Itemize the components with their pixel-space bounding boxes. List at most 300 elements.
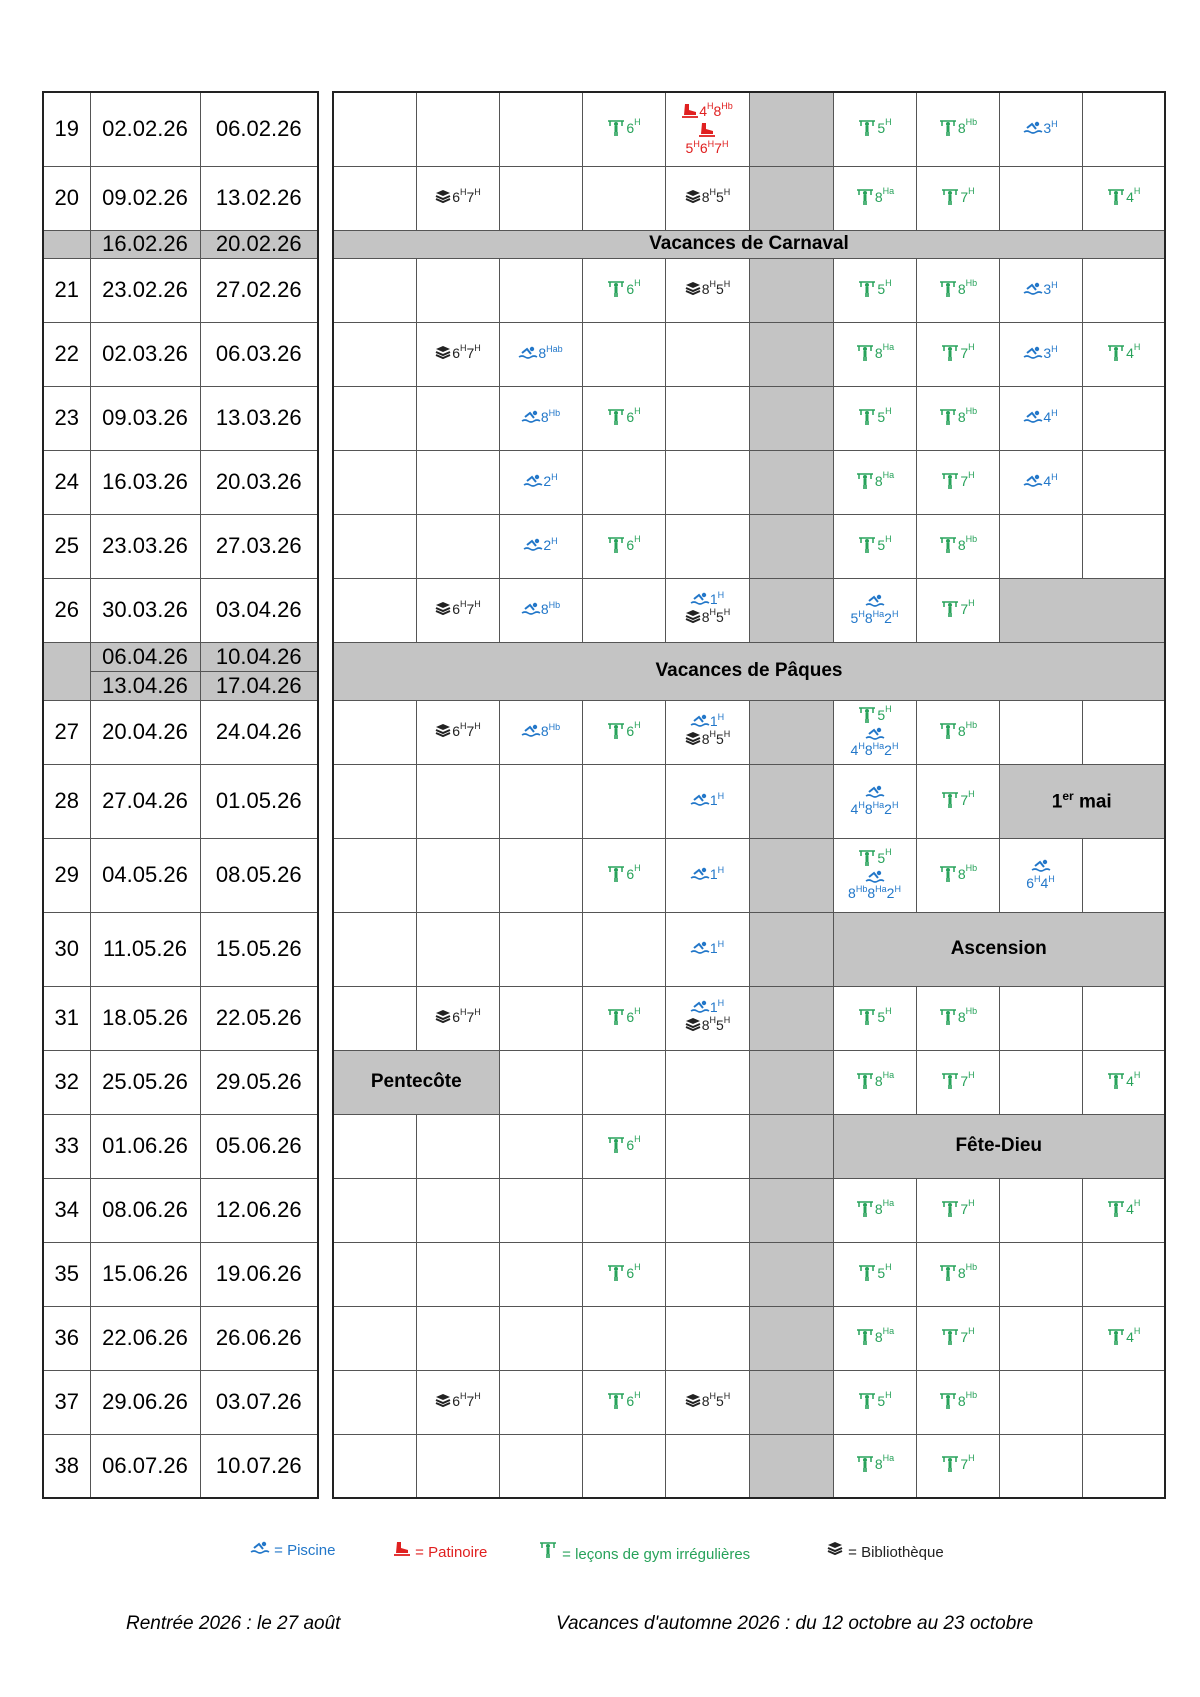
class-suffix: H (634, 277, 641, 288)
day-cell (333, 912, 416, 986)
class-suffix: H (885, 533, 892, 544)
class-number: 4 (1043, 408, 1052, 425)
day-cell (416, 1178, 499, 1242)
class-number: 8 (874, 1328, 883, 1345)
class-number: 8 (874, 344, 883, 361)
class-number: 8 (701, 188, 710, 205)
gym-entry (834, 1261, 916, 1285)
class-number: 6 (626, 722, 635, 739)
class-suffix: Ha (882, 1197, 895, 1208)
day-cell (499, 514, 582, 578)
week-number: 19 (43, 92, 90, 166)
day-cell (499, 386, 582, 450)
day-cell (665, 1114, 749, 1178)
class-suffix: H (968, 597, 975, 608)
pool-entry (500, 535, 582, 555)
pool-icon (521, 602, 541, 619)
class-number: 7 (466, 344, 475, 361)
class-number: 5 (716, 609, 724, 626)
day-cell (582, 1306, 665, 1370)
day-cell (999, 700, 1082, 764)
gym-entry (917, 533, 999, 557)
class-suffix: H (634, 533, 641, 544)
pool-entry (834, 594, 916, 625)
start-date: 18.05.26 (90, 986, 200, 1050)
lib-entry (666, 1017, 749, 1036)
gym-entry (834, 1069, 916, 1093)
legend-gym: = leçons de gym irrégulières (538, 1541, 750, 1563)
start-date: 09.03.26 (90, 386, 200, 450)
gym-icon (857, 408, 877, 429)
gym-icon (940, 472, 960, 493)
book-stack-icon (684, 731, 702, 750)
class-suffix: H (723, 1015, 731, 1025)
day-cell (1082, 386, 1165, 450)
class-number: 5 (716, 731, 724, 748)
day-cell (665, 1370, 749, 1434)
day-cell (999, 322, 1082, 386)
class-number: 6 (452, 722, 460, 739)
day-cell (582, 92, 665, 166)
class-suffix: Ha (875, 884, 887, 895)
class-suffix: H (723, 607, 731, 617)
class-number: 8 (701, 1017, 710, 1034)
week-activity-row (333, 912, 1165, 986)
gym-entry (1083, 185, 1165, 209)
lib-entry (417, 720, 499, 742)
end-date: 13.02.26 (200, 166, 318, 230)
day-cell (499, 166, 582, 230)
day-cell (416, 258, 499, 322)
class-suffix: Hb (965, 533, 978, 544)
gym-icon (606, 722, 626, 743)
class-suffix: Hb (965, 116, 978, 127)
day-cell (333, 322, 416, 386)
week-number: 21 (43, 258, 90, 322)
day-cell (749, 322, 833, 386)
skate-entry (666, 122, 749, 155)
gym-entry (917, 719, 999, 743)
pool-entry (1000, 118, 1082, 138)
class-suffix: Ha (882, 469, 895, 480)
book-stack-icon (684, 1017, 702, 1036)
day-cell (999, 1178, 1082, 1242)
class-number: 4 (1126, 188, 1134, 205)
class-number: 1 (709, 999, 718, 1016)
day-cell (1082, 92, 1165, 166)
gym-icon (606, 865, 626, 886)
day-cell (665, 322, 749, 386)
day-cell (1082, 1050, 1165, 1114)
class-suffix: H (891, 800, 899, 810)
day-cell (749, 258, 833, 322)
class-number: 7 (466, 600, 475, 617)
class-number: 7 (714, 139, 722, 156)
lib-entry (417, 342, 499, 364)
class-suffix: Hb (548, 407, 561, 418)
class-number: 5 (685, 139, 694, 156)
day-cell (499, 986, 582, 1050)
class-number: 5 (716, 280, 724, 297)
class-number: 8 (874, 1200, 883, 1217)
day-cell (499, 578, 582, 642)
day-cell (499, 1306, 582, 1370)
day-cell (416, 578, 499, 642)
class-suffix: Hb (855, 884, 868, 895)
class-suffix: Hb (721, 101, 733, 112)
class-number: 5 (877, 280, 886, 297)
class-suffix: H (1051, 407, 1058, 418)
class-number: 7 (960, 1328, 969, 1345)
gym-entry (1083, 341, 1165, 365)
class-number: 2 (884, 801, 892, 817)
pool-icon (523, 538, 543, 555)
pool-entry (1000, 343, 1082, 363)
start-date: 25.05.26 (90, 1050, 200, 1114)
class-suffix: H (1133, 341, 1141, 352)
class-number: 2 (886, 885, 895, 902)
day-cell (333, 258, 416, 322)
week-activity-row (333, 1114, 1165, 1178)
day-cell (499, 1434, 582, 1498)
day-cell (999, 92, 1082, 166)
week-activity-row (333, 1242, 1165, 1306)
day-cell (833, 166, 916, 230)
gym-icon (857, 536, 877, 557)
week-activity-row (333, 764, 1165, 838)
gym-entry (834, 277, 916, 301)
day-cell (582, 166, 665, 230)
day-cell (582, 450, 665, 514)
class-number: 7 (960, 1072, 969, 1089)
day-cell (833, 92, 916, 166)
day-cell (749, 1242, 833, 1306)
end-date: 29.05.26 (200, 1050, 318, 1114)
week-dates-table (42, 91, 319, 1499)
class-suffix: H (885, 405, 892, 416)
class-number: 8 (701, 280, 710, 297)
pool-entry (1000, 471, 1082, 491)
day-cell (582, 764, 665, 838)
day-cell (333, 1242, 416, 1306)
class-suffix: Hb (965, 862, 978, 873)
gym-entry (917, 597, 999, 621)
day-cell (665, 912, 749, 986)
day-cell (749, 450, 833, 514)
book-stack-icon (684, 609, 702, 628)
gym-entry (834, 469, 916, 493)
gym-entry (583, 1133, 665, 1157)
day-cell (1082, 514, 1165, 578)
day-cell (499, 700, 582, 764)
skate-entry (666, 103, 749, 122)
day-cell (665, 764, 749, 838)
start-date: 08.06.26 (90, 1178, 200, 1242)
day-cell (833, 1050, 916, 1114)
class-number: 1 (709, 865, 718, 882)
class-suffix: H (551, 471, 558, 482)
day-cell (1082, 322, 1165, 386)
class-number: 5 (877, 1264, 886, 1281)
class-number: 7 (466, 722, 475, 739)
day-cell (1082, 1178, 1165, 1242)
gym-icon (606, 280, 626, 301)
day-cell (416, 322, 499, 386)
day-cell (333, 1306, 416, 1370)
pool-icon (690, 941, 710, 958)
class-number: 5 (716, 1017, 724, 1034)
end-date: 20.02.26 (200, 230, 318, 258)
gym-entry (834, 703, 916, 727)
class-suffix: H (474, 598, 481, 609)
class-suffix: H (709, 607, 716, 617)
pool-icon (690, 867, 710, 884)
gym-entry (917, 469, 999, 493)
book-stack-icon (684, 281, 702, 300)
gym-icon (938, 1264, 958, 1285)
start-date: 02.02.26 (90, 92, 200, 166)
class-suffix: H (634, 862, 641, 873)
class-number: 3 (1043, 119, 1052, 136)
class-suffix: Hb (965, 1005, 978, 1016)
gym-entry (834, 1005, 916, 1029)
gym-entry (583, 1261, 665, 1285)
class-number: 4 (1126, 1200, 1134, 1217)
gym-icon (1106, 1200, 1126, 1221)
class-suffix: H (474, 186, 481, 197)
week-row (43, 1178, 318, 1242)
class-number: 5 (877, 1008, 886, 1025)
day-cell (833, 322, 916, 386)
pool-icon (521, 410, 541, 427)
class-suffix: H (460, 342, 467, 353)
end-date: 03.04.26 (200, 578, 318, 642)
pool-entry (1000, 279, 1082, 299)
gym-icon (940, 1200, 960, 1221)
week-activity-row (333, 514, 1165, 578)
class-number: 8 (957, 1392, 966, 1409)
gym-icon (938, 280, 958, 301)
day-cell (916, 1434, 999, 1498)
class-number: 4 (850, 801, 859, 817)
gym-entry (583, 277, 665, 301)
end-date: 24.04.26 (200, 700, 318, 764)
lib-entry (417, 1006, 499, 1028)
week-number: 30 (43, 912, 90, 986)
day-cell (833, 1370, 916, 1434)
class-suffix: Hb (965, 1389, 978, 1400)
gym-entry (917, 1455, 999, 1476)
day-cell (665, 1050, 749, 1114)
gym-icon (606, 408, 626, 429)
week-number: 32 (43, 1050, 90, 1114)
gym-icon (855, 1455, 875, 1476)
gym-entry (583, 719, 665, 743)
day-cell (582, 386, 665, 450)
week-row (43, 1050, 318, 1114)
week-activity-row (333, 1306, 1165, 1370)
lib-entry (666, 609, 749, 628)
day-cell (582, 514, 665, 578)
day-cell (999, 1242, 1082, 1306)
day-cell (833, 450, 916, 514)
day-cell (749, 386, 833, 450)
gym-icon (857, 1008, 877, 1029)
week-row (43, 514, 318, 578)
day-cell (916, 1050, 999, 1114)
day-cell (916, 764, 999, 838)
class-suffix: H (968, 1069, 975, 1080)
class-number: 6 (452, 188, 460, 205)
class-number: 8 (864, 742, 873, 759)
class-number: 3 (1043, 280, 1052, 297)
class-number: 4 (699, 103, 707, 120)
book-stack-icon (434, 345, 452, 364)
gym-icon (857, 849, 877, 870)
book-stack-icon (434, 1393, 452, 1412)
lib-entry (417, 186, 499, 208)
gym-icon (938, 1008, 958, 1029)
gym-entry (583, 533, 665, 557)
day-cell (333, 1370, 416, 1434)
class-number: 6 (1026, 875, 1034, 891)
day-cell (916, 1178, 999, 1242)
gym-icon (857, 1392, 877, 1413)
day-cell (833, 1242, 916, 1306)
class-number: 5 (877, 707, 886, 724)
day-cell (416, 386, 499, 450)
gym-entry (917, 1069, 999, 1093)
gym-icon (938, 722, 958, 743)
class-suffix: H (460, 1390, 467, 1401)
day-cell (749, 1370, 833, 1434)
gym-icon (857, 119, 877, 140)
start-date: 01.06.26 (90, 1114, 200, 1178)
pool-entry (666, 1000, 749, 1017)
class-suffix: H (1051, 471, 1058, 482)
pool-icon (1023, 410, 1043, 427)
class-number: 5 (850, 610, 859, 626)
class-number: 8 (957, 119, 966, 136)
day-cell (665, 514, 749, 578)
gym-icon (855, 472, 875, 493)
class-number: 1 (709, 791, 718, 808)
class-suffix: H (968, 788, 975, 799)
class-suffix: H (460, 186, 467, 197)
week-number (43, 230, 90, 258)
day-cell (333, 700, 416, 764)
pool-icon (690, 714, 710, 731)
day-cell (749, 764, 833, 838)
gym-entry (917, 788, 999, 812)
class-number: 6 (626, 1264, 635, 1281)
week-row (43, 1306, 318, 1370)
day-cell (665, 1178, 749, 1242)
holiday-label: Ascension (833, 912, 1165, 986)
gym-icon (606, 536, 626, 557)
day-cell (499, 1050, 582, 1114)
class-suffix: H (717, 790, 725, 801)
class-suffix: H (968, 1197, 975, 1208)
week-activity-row (333, 1178, 1165, 1242)
day-cell (999, 258, 1082, 322)
day-cell (416, 1434, 499, 1498)
week-activity-row (333, 1050, 1165, 1114)
gym-entry (1083, 1325, 1165, 1349)
class-suffix: H (891, 741, 899, 752)
day-cell (416, 838, 499, 912)
class-suffix: Ha (872, 609, 885, 619)
end-date: 10.04.26 (200, 642, 318, 671)
day-cell (416, 92, 499, 166)
week-row (43, 1434, 318, 1498)
class-number: 5 (716, 188, 724, 205)
class-number: 8 (867, 885, 876, 902)
gym-icon (940, 1455, 960, 1476)
start-date: 16.02.26 (90, 230, 200, 258)
class-number: 8 (957, 865, 966, 882)
lib-entry (666, 1390, 749, 1412)
class-suffix: H (1133, 1197, 1141, 1208)
day-cell (582, 1178, 665, 1242)
holiday-row (333, 230, 1165, 258)
class-suffix: H (723, 1390, 731, 1401)
gym-entry (917, 1261, 999, 1285)
day-cell (833, 514, 916, 578)
class-number: 6 (452, 1008, 460, 1025)
class-suffix: H (1048, 874, 1055, 884)
pool-entry (500, 471, 582, 491)
class-suffix: H (858, 800, 865, 810)
end-date: 08.05.26 (200, 838, 318, 912)
day-cell (916, 986, 999, 1050)
end-date: 01.05.26 (200, 764, 318, 838)
gym-icon (940, 600, 960, 621)
class-number: 1 (709, 591, 718, 608)
week-number: 37 (43, 1370, 90, 1434)
class-suffix: H (634, 719, 641, 730)
week-activity-row (333, 1434, 1165, 1498)
pool-entry (834, 727, 916, 758)
gym-icon (938, 119, 958, 140)
class-number: 7 (466, 188, 475, 205)
end-date: 27.02.26 (200, 258, 318, 322)
pool-entry (1000, 407, 1082, 427)
gym-entry (834, 1455, 916, 1476)
day-cell (582, 700, 665, 764)
class-number: 8 (957, 722, 966, 739)
week-number: 24 (43, 450, 90, 514)
day-cell (499, 322, 582, 386)
book-stack-icon (684, 189, 702, 208)
class-suffix: H (717, 998, 725, 1009)
gym-icon (940, 344, 960, 365)
day-cell (833, 764, 916, 838)
pool-entry (666, 790, 749, 810)
gym-entry (917, 185, 999, 209)
class-suffix: H (474, 720, 481, 731)
pool-entry (500, 599, 582, 619)
class-suffix: H (717, 938, 725, 949)
gym-icon (940, 188, 960, 209)
gym-entry (834, 1325, 916, 1349)
day-cell (416, 1306, 499, 1370)
day-cell (999, 1050, 1082, 1114)
pool-entry (1000, 859, 1082, 890)
day-cell (333, 92, 416, 166)
pool-icon (690, 793, 710, 810)
holiday-row (43, 230, 318, 258)
